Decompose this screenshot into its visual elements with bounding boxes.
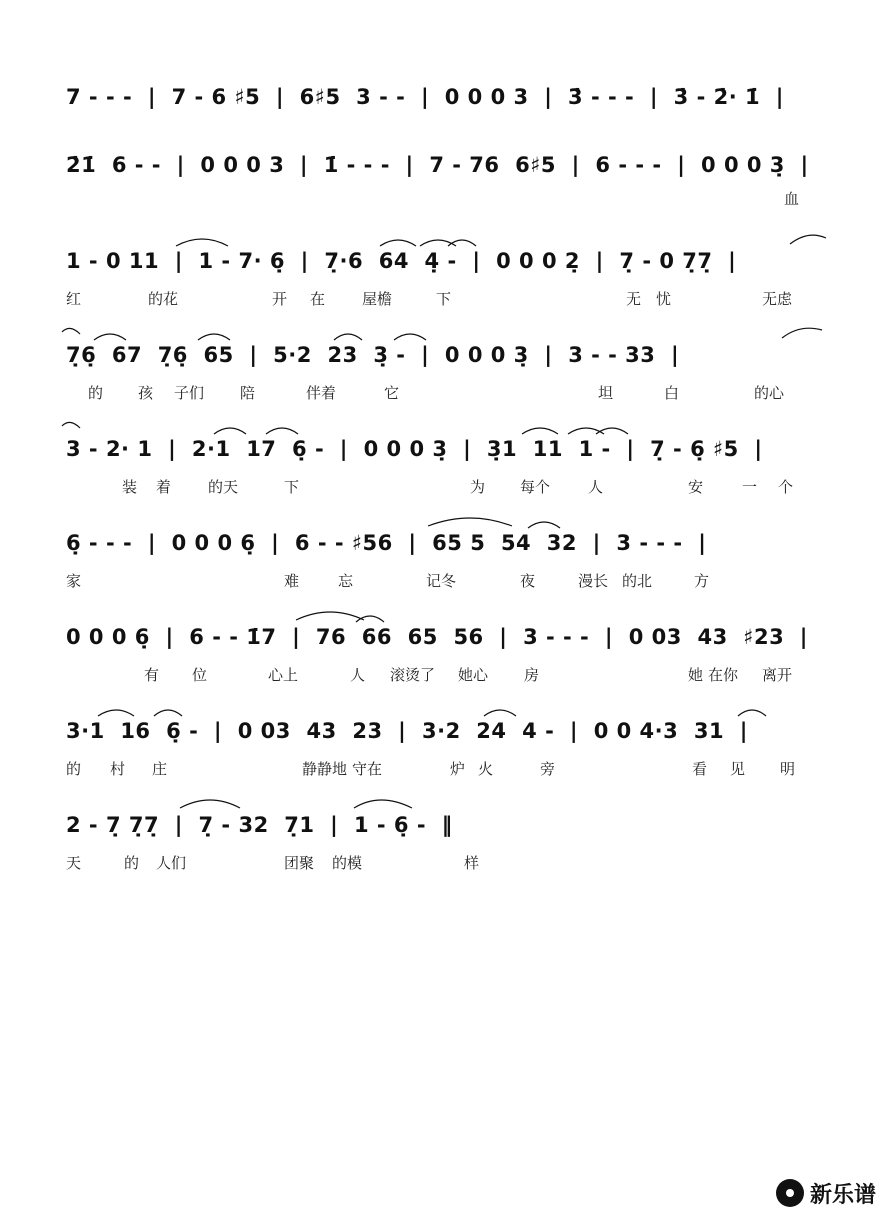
lyric: 的北 xyxy=(622,572,653,590)
lyric: 人 xyxy=(588,478,604,496)
lyric-line xyxy=(66,188,826,210)
lyric: 的模 xyxy=(332,854,363,872)
lyric: 静静地 xyxy=(302,760,348,778)
staff-system-2 xyxy=(0,148,888,228)
lyric: 为 xyxy=(470,478,486,496)
lyric: 的花 xyxy=(148,290,179,308)
lyric: 炉 xyxy=(450,760,466,778)
vinyl-record-icon xyxy=(776,1179,804,1207)
lyric: 子们 xyxy=(174,384,205,402)
notation-line: 0 0 0 6̣ | 6 - - 1̇7 | 76 66 65 56 | 3 - - - | 0 03 43 ♯23 | xyxy=(66,625,808,649)
lyric: 离开 xyxy=(762,666,793,684)
lyric: 屋檐 xyxy=(362,290,393,308)
lyric: 安 xyxy=(688,478,704,496)
notation-line: 1 - 0 11 | 1 - 7· 6̣ | 7̣·6 64 4̣ - | 0 0 0 2̣ | 7̣ - 0 7̣7̣ | xyxy=(66,249,737,273)
lyric: 忧 xyxy=(656,290,672,308)
lyric: 家 xyxy=(66,572,82,590)
lyric-line xyxy=(66,758,826,780)
lyric: 的天 xyxy=(208,478,239,496)
lyric: 开 xyxy=(272,290,288,308)
staff-system-7 xyxy=(0,620,888,700)
lyric: 的 xyxy=(66,760,82,778)
lyric: 见 xyxy=(730,760,746,778)
lyric-line xyxy=(66,476,826,498)
notation-line: 7 - - - | 7 - 6 ♯5 | 6♯5 3 - - | 0 0 0 3 | 3̇ - - - | 3̇ - 2̇· 1̇ | xyxy=(66,85,784,109)
lyric: 人 xyxy=(350,666,366,684)
logo-text: 新乐谱 xyxy=(809,1182,876,1208)
lyric: 方 xyxy=(694,572,710,590)
lyric-line xyxy=(66,664,826,686)
staff-system-6 xyxy=(0,526,888,606)
notation-line: 3·1 16 6̣ - | 0 03 43 23 | 3·2 24 4 - | 0 0 4·3 31 | xyxy=(66,719,748,743)
lyric: 红 xyxy=(66,290,82,308)
lyric: 陪 xyxy=(240,384,256,402)
notation-line: 3 - 2· 1 | 2·1 17 6̣ - | 0 0 0 3̣ | 3̣1 11 1 - | 7̣ - 6̣ ♯5 | xyxy=(66,437,763,461)
lyric: 看 xyxy=(692,760,708,778)
lyric: 她心 xyxy=(458,666,489,684)
lyric: 的 xyxy=(124,854,140,872)
lyric: 夜 xyxy=(520,572,536,590)
lyric: 房 xyxy=(524,666,540,684)
lyric: 忘 xyxy=(338,572,354,590)
notation-line: 2 - 7̣ 7̣7̣ | 7̣ - 32 7̣1 | 1 - 6̣ - ‖ xyxy=(66,813,453,837)
notation-line: 7̣6̣ 67 7̣6̣ 65 | 5·2 23 3̣ - | 0 0 0 3̣ | 3 - - 33 | xyxy=(66,343,680,367)
lyric: 下 xyxy=(436,290,452,308)
lyric: 村 xyxy=(110,760,126,778)
lyric: 的心 xyxy=(754,384,785,402)
lyric: 在你 xyxy=(708,666,739,684)
lyric: 记冬 xyxy=(426,572,457,590)
lyric: 庄 xyxy=(152,760,168,778)
lyric: 无虑 xyxy=(762,290,793,308)
notation-line: 2̇1̇ 6 - - | 0 0 0 3 | 1̇ - - - | 7 - 76 6♯5 | 6 - - - | 0 0 0 3̣ | xyxy=(66,153,809,177)
lyric: 团聚 xyxy=(284,854,315,872)
lyric: 它 xyxy=(384,384,400,402)
lyric: 她 xyxy=(688,666,704,684)
site-logo xyxy=(776,1177,876,1209)
lyric: 孩 xyxy=(138,384,154,402)
staff-system-5 xyxy=(0,432,888,512)
lyric: 旁 xyxy=(540,760,556,778)
staff-system-9 xyxy=(0,808,888,888)
lyric: 一 xyxy=(742,478,758,496)
lyric: 无 xyxy=(626,290,642,308)
lyric: 下 xyxy=(284,478,300,496)
lyric: 守在 xyxy=(352,760,383,778)
lyric: 伴着 xyxy=(306,384,337,402)
lyric: 漫长 xyxy=(578,572,609,590)
lyric: 血 xyxy=(784,190,800,208)
lyric: 白 xyxy=(664,384,680,402)
lyric: 心上 xyxy=(268,666,299,684)
lyric: 人们 xyxy=(156,854,187,872)
lyric: 有 xyxy=(144,666,160,684)
lyric-line xyxy=(66,382,826,404)
lyric: 难 xyxy=(284,572,300,590)
lyric-line xyxy=(66,852,826,874)
lyric: 火 xyxy=(478,760,494,778)
staff-system-8 xyxy=(0,714,888,794)
lyric: 样 xyxy=(464,854,480,872)
lyric: 在 xyxy=(310,290,326,308)
lyric: 明 xyxy=(780,760,796,778)
notation-line: 6̣ - - - | 0 0 0 6̣ | 6 - - ♯56 | 65 5 54 32 | 3 - - - | xyxy=(66,531,707,555)
staff-system-3 xyxy=(0,244,888,324)
lyric: 每个 xyxy=(520,478,551,496)
lyric: 滚烫了 xyxy=(390,666,436,684)
lyric: 装 xyxy=(122,478,138,496)
lyric: 天 xyxy=(66,854,82,872)
lyric-line xyxy=(66,570,826,592)
lyric: 位 xyxy=(192,666,208,684)
lyric-line xyxy=(66,288,826,310)
lyric: 坦 xyxy=(598,384,614,402)
staff-system-4 xyxy=(0,338,888,418)
lyric: 个 xyxy=(778,478,794,496)
lyric: 的 xyxy=(88,384,104,402)
lyric: 着 xyxy=(156,478,172,496)
